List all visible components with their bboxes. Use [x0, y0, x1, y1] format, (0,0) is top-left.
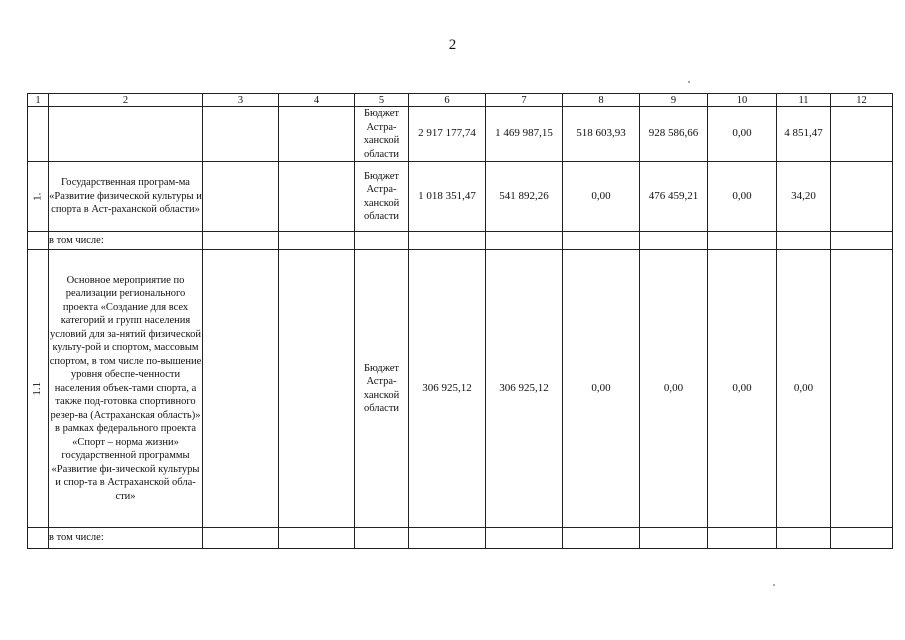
- column-header: 12: [831, 94, 893, 107]
- value-cell: 4 851,47: [777, 107, 831, 162]
- value-cell: 0,00: [708, 107, 777, 162]
- empty-cell: [409, 528, 486, 549]
- program-name-cell: Основное мероприятие по реализации регионального проекта «Создание для всех категорий и групп населения условий для за-нятий физической культу-рой и спортом, массовым спортом, в том числе по-вышение уровня обеспе-ченности населения объек-тами спорта, а также под-готовка спортивного резер-ва (Астраханская область)» в рамках федерального проекта «Спорт – норма жизни» государственной программы «Развитие фи-зической культуры и спор-та в Астраханской обла-сти»: [49, 250, 203, 528]
- empty-cell: [355, 232, 409, 250]
- program-name-cell: в том числе:: [49, 528, 203, 549]
- empty-cell: [279, 107, 355, 162]
- column-header: 11: [777, 94, 831, 107]
- empty-cell: [279, 232, 355, 250]
- empty-cell: [708, 232, 777, 250]
- empty-cell: [708, 528, 777, 549]
- page-number: 2: [448, 37, 457, 53]
- table-row: [28, 528, 893, 549]
- empty-cell: [831, 107, 893, 162]
- empty-cell: [203, 528, 279, 549]
- column-header: 7: [486, 94, 563, 107]
- empty-cell: [203, 162, 279, 232]
- column-header: 10: [708, 94, 777, 107]
- empty-cell: [640, 232, 708, 250]
- row-number-cell: 1.: [28, 162, 49, 232]
- funding-source-cell: Бюджет Астра-ханской области: [355, 162, 409, 232]
- empty-cell: [409, 232, 486, 250]
- column-header: 9: [640, 94, 708, 107]
- empty-cell: [831, 162, 893, 232]
- funding-source-cell: Бюджет Астра-ханской области: [355, 107, 409, 162]
- empty-cell: [563, 528, 640, 549]
- empty-cell: [203, 232, 279, 250]
- row-number-cell: [28, 107, 49, 162]
- program-name-cell: Государственная програм-ма «Развитие физической культуры и спорта в Аст-раханской области»: [49, 162, 203, 232]
- value-cell: 0,00: [640, 250, 708, 528]
- empty-cell: [203, 250, 279, 528]
- value-cell: 0,00: [708, 250, 777, 528]
- value-cell: 0,00: [777, 250, 831, 528]
- value-cell: 541 892,26: [486, 162, 563, 232]
- value-cell: 0,00: [708, 162, 777, 232]
- table-row: [28, 232, 893, 250]
- value-cell: 2 917 177,74: [409, 107, 486, 162]
- empty-cell: [203, 107, 279, 162]
- empty-cell: [777, 528, 831, 549]
- scan-speck: [688, 81, 690, 83]
- empty-cell: [777, 232, 831, 250]
- value-cell: 518 603,93: [563, 107, 640, 162]
- column-header: 8: [563, 94, 640, 107]
- column-header: 5: [355, 94, 409, 107]
- value-cell: 1 018 351,47: [409, 162, 486, 232]
- column-header: 2: [49, 94, 203, 107]
- empty-cell: [640, 528, 708, 549]
- value-cell: 306 925,12: [409, 250, 486, 528]
- scan-speck: [773, 584, 775, 586]
- column-header: 3: [203, 94, 279, 107]
- program-name-cell: в том числе:: [49, 232, 203, 250]
- row-number-cell: [28, 528, 49, 549]
- column-header: 4: [279, 94, 355, 107]
- empty-cell: [279, 528, 355, 549]
- empty-cell: [486, 232, 563, 250]
- empty-cell: [831, 232, 893, 250]
- program-name-cell: [49, 107, 203, 162]
- column-header: 1: [28, 94, 49, 107]
- empty-cell: [831, 528, 893, 549]
- funding-source-cell: Бюджет Астра-ханской области: [355, 250, 409, 528]
- value-cell: 1 469 987,15: [486, 107, 563, 162]
- empty-cell: [355, 528, 409, 549]
- empty-cell: [486, 528, 563, 549]
- table-row: [28, 162, 893, 232]
- empty-cell: [563, 232, 640, 250]
- table-header-row: [28, 94, 893, 107]
- row-number-cell: 1.1: [28, 250, 49, 528]
- value-cell: 928 586,66: [640, 107, 708, 162]
- budget-table: [27, 93, 893, 549]
- value-cell: 476 459,21: [640, 162, 708, 232]
- empty-cell: [279, 162, 355, 232]
- value-cell: 0,00: [563, 250, 640, 528]
- value-cell: 34,20: [777, 162, 831, 232]
- empty-cell: [831, 250, 893, 528]
- column-header: 6: [409, 94, 486, 107]
- empty-cell: [279, 250, 355, 528]
- table-row: [28, 250, 893, 528]
- value-cell: 0,00: [563, 162, 640, 232]
- value-cell: 306 925,12: [486, 250, 563, 528]
- row-number-cell: [28, 232, 49, 250]
- table-row: [28, 107, 893, 162]
